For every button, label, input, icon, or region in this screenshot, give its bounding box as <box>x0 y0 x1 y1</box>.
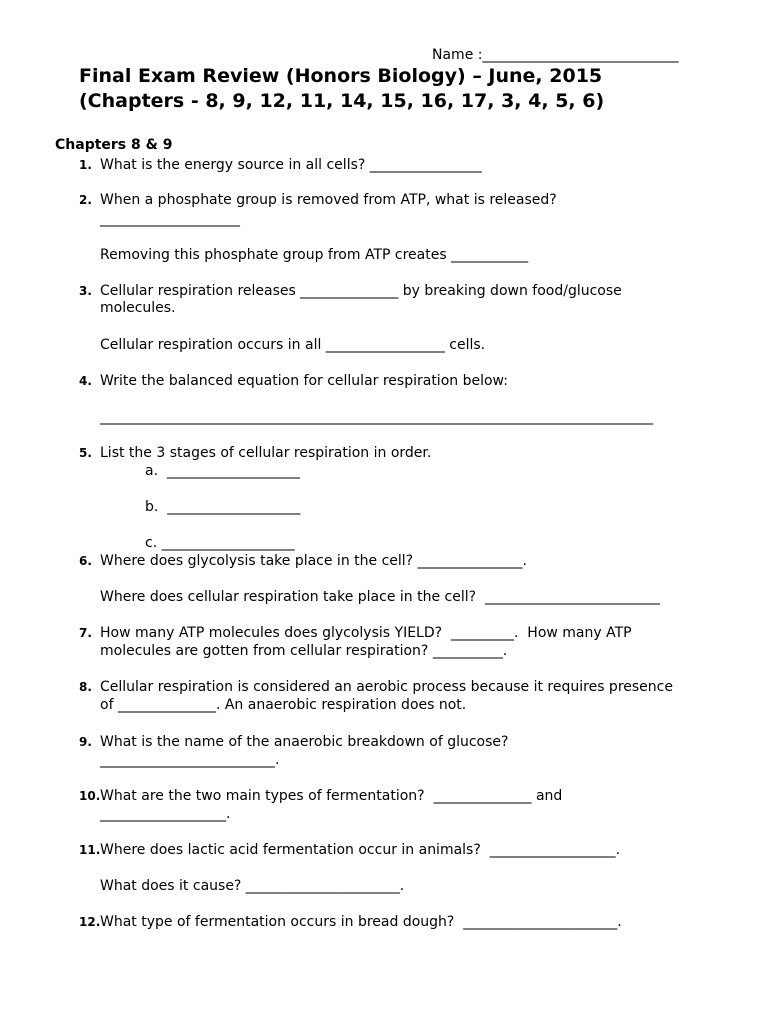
question-text: What is the name of the anaerobic breakdown of glucose? <box>100 734 509 750</box>
page-subtitle-chapters: (Chapters - 8, 9, 12, 11, 14, 15, 16, 17, 3, 4, 5, 6) <box>79 90 605 112</box>
question-text: Where does glycolysis take place in the cell? _______________. <box>100 553 527 569</box>
question-number: 6. <box>79 554 92 568</box>
question-text: What are the two main types of fermentation? ______________ and <box>100 788 563 804</box>
list-item: b. ___________________ <box>145 499 301 515</box>
answer-blank: ____________________ <box>100 211 240 227</box>
section-heading: Chapters 8 & 9 <box>55 137 173 153</box>
question-text: Cellular respiration releases ______________ by breaking down food/glucose <box>100 283 622 299</box>
question-text: When a phosphate group is removed from ATP, what is released? <box>100 192 557 208</box>
question-text: Cellular respiration occurs in all _________________ cells. <box>100 337 486 353</box>
page-title: Final Exam Review (Honors Biology) – June, 2015 <box>79 65 603 87</box>
answer-blank: __________________. <box>100 806 231 822</box>
question-number: 3. <box>79 284 92 298</box>
question-text: Cellular respiration is considered an aerobic process because it requires presence <box>100 679 673 695</box>
answer-blank: _________________________. <box>100 752 280 768</box>
question-text: What does it cause? ______________________. <box>100 878 405 894</box>
question-number: 12. <box>79 915 101 929</box>
question-text: Where does lactic acid fermentation occur in animals? __________________. <box>100 842 621 858</box>
question-text: What is the energy source in all cells? ________________ <box>100 157 482 173</box>
question-number: 1. <box>79 158 92 172</box>
question-text: Where does cellular respiration take place in the cell? _________________________ <box>100 589 660 605</box>
question-text: of ______________. An anaerobic respiration does not. <box>100 697 467 713</box>
question-number: 4. <box>79 374 92 388</box>
question-number: 7. <box>79 626 92 640</box>
question-text: molecules. <box>100 300 176 316</box>
question-number: 8. <box>79 680 92 694</box>
question-number: 9. <box>79 735 92 749</box>
name-field: Name :____________________________ <box>432 47 679 63</box>
question-text: molecules are gotten from cellular respiration? __________. <box>100 643 508 659</box>
question-text: How many ATP molecules does glycolysis YIELD? _________. How many ATP <box>100 625 632 641</box>
question-text: List the 3 stages of cellular respiration in order. <box>100 445 432 461</box>
question-number: 2. <box>79 193 92 207</box>
question-text: What type of fermentation occurs in bread dough? ______________________. <box>100 914 622 930</box>
question-number: 11. <box>79 843 101 857</box>
question-text: Write the balanced equation for cellular respiration below: <box>100 373 508 389</box>
answer-blank: _______________________________________________________________________________ <box>100 409 653 425</box>
question-number: 10. <box>79 789 101 803</box>
list-item: c. ___________________ <box>145 535 295 551</box>
question-number: 5. <box>79 446 92 460</box>
list-item: a. ___________________ <box>145 463 300 479</box>
question-text: Removing this phosphate group from ATP creates ___________ <box>100 247 529 263</box>
